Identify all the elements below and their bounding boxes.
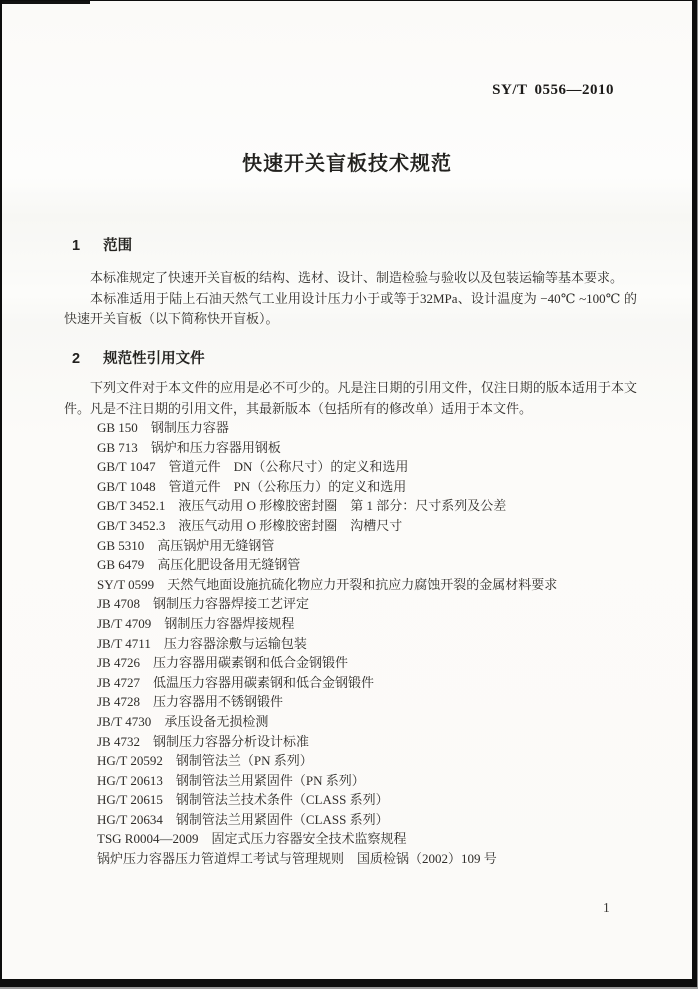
reference-code: JB 4708 [97,596,140,612]
reference-code: HG/T 20634 [97,811,163,827]
reference-code: GB 713 [97,439,138,455]
reference-title: 低温压力容器用碳素钢和低合金钢锻件 [152,674,374,690]
references-list [97,418,652,869]
document-title: 快速开关盲板技术规范 [242,153,452,175]
reference-item [97,790,652,810]
reference-item [97,849,652,869]
reference-item [97,438,652,458]
reference-title: 管道元件 PN（公称压力）的定义和选用 [168,478,407,494]
reference-item [97,536,652,556]
reference-item [97,732,652,752]
reference-title: 钢制管法兰用紧固件（CLASS 系列） [175,811,389,827]
section-1-number: 1 [72,238,81,254]
reference-title: 锅炉和压力容器用钢板 [150,439,281,455]
reference-title: 承压设备无损检测 [164,713,269,729]
section-2-number: 2 [72,351,81,367]
reference-code: HG/T 20613 [97,772,163,788]
section-1-heading [72,234,132,255]
reference-code: HG/T 20592 [97,753,163,769]
reference-item [97,692,652,712]
reference-item [97,477,652,497]
reference-code: TSG R0004—2009 [97,831,199,847]
reference-item [97,634,652,654]
reference-code: JB 4728 [97,694,140,710]
reference-code: JB/T 4709 [97,615,152,631]
reference-code: GB/T 1048 [97,478,156,494]
section-2-heading [72,347,205,368]
reference-code: GB/T 1047 [97,459,156,475]
reference-title: 钢制管法兰（PN 系列） [175,753,313,769]
reference-title: 钢制管法兰用紧固件（PN 系列） [175,772,365,788]
reference-item [97,653,652,673]
reference-title: 管道元件 DN（公称尺寸）的定义和选用 [168,459,409,475]
reference-item [97,457,652,477]
paragraph-scope-1: 本标准规定了快速开关盲板的结构、选材、设计、制造检验与验收以及包装运输等基本要求。 [90,270,624,285]
reference-title: 钢制压力容器焊接工艺评定 [152,596,309,612]
section-2-body [64,378,637,419]
scan-edge-artifact [2,1,90,4]
reference-title: 高压锅炉用无缝钢管 [157,537,275,553]
reference-code: JB/T 4711 [97,635,151,651]
reference-code: JB/T 4730 [97,713,152,729]
reference-title: 高压化肥设备用无缝钢管 [157,557,301,573]
reference-title: 钢制压力容器分析设计标准 [152,733,309,749]
reference-code: GB/T 3452.3 [97,517,166,533]
section-1-body [64,268,637,330]
paragraph-normative-refs: 下列文件对于本文件的应用是必不可少的。凡是注日期的引用文件，仅注日期的版本适用于本文件。凡是不注日期的引用文件，其最新版本（包括所有的修改单）适用于本文件。 [64,380,637,416]
reference-item [97,516,652,536]
reference-code: 锅炉压力容器压力管道焊工考试与管理规则 [97,851,345,867]
reference-item [97,555,652,575]
reference-title: 钢制压力容器焊接规程 [164,615,295,631]
reference-code: JB 4726 [97,655,140,671]
reference-code: GB 6479 [97,557,145,573]
reference-title: 钢制管法兰技术条件（CLASS 系列） [175,792,389,808]
reference-title: 压力容器用不锈钢锻件 [152,694,283,710]
reference-item [97,751,652,771]
reference-item [97,829,652,849]
reference-item [97,771,652,791]
reference-title: 压力容器涂敷与运输包装 [163,635,307,651]
section-2-title: 规范性引用文件 [103,351,205,367]
reference-item [97,673,652,693]
page-number: 1 [603,900,610,915]
page-surface [2,1,692,979]
reference-code: HG/T 20615 [97,792,163,808]
reference-title: 液压气动用 O 形橡胶密封圈 沟槽尺寸 [178,517,403,533]
reference-item [97,594,652,614]
reference-title: 压力容器用碳素钢和低合金钢锻件 [152,655,348,671]
reference-code: JB 4732 [97,733,140,749]
reference-code: GB/T 3452.1 [97,498,166,514]
reference-code: GB 150 [97,420,138,435]
reference-title: 固定式压力容器安全技术监察规程 [211,831,407,847]
reference-title: 液压气动用 O 形橡胶密封圈 第 1 部分：尺寸系列及公差 [178,498,507,514]
reference-item [97,614,652,634]
reference-item [97,496,652,516]
standard-code: SY/T 0556—2010 [492,82,614,98]
reference-code: GB 5310 [97,537,145,553]
reference-title: 钢制压力容器 [150,420,229,435]
paragraph-scope-2: 本标准适用于陆上石油天然气工业用设计压力小于或等于32MPa、设计温度为 −40℃ ~100℃ 的快速开关盲板（以下简称快开盲板）。 [64,290,637,327]
reference-item [97,418,652,438]
reference-title: 国质检锅（2002）109 号 [357,851,497,867]
reference-code: JB 4727 [97,674,140,690]
reference-title: 天然气地面设施抗硫化物应力开裂和抗应力腐蚀开裂的金属材料要求 [167,576,558,592]
reference-code: SY/T 0599 [97,576,155,592]
section-1-title: 范围 [103,238,133,254]
reference-item [97,575,652,595]
reference-item [97,810,652,830]
reference-item [97,712,652,732]
